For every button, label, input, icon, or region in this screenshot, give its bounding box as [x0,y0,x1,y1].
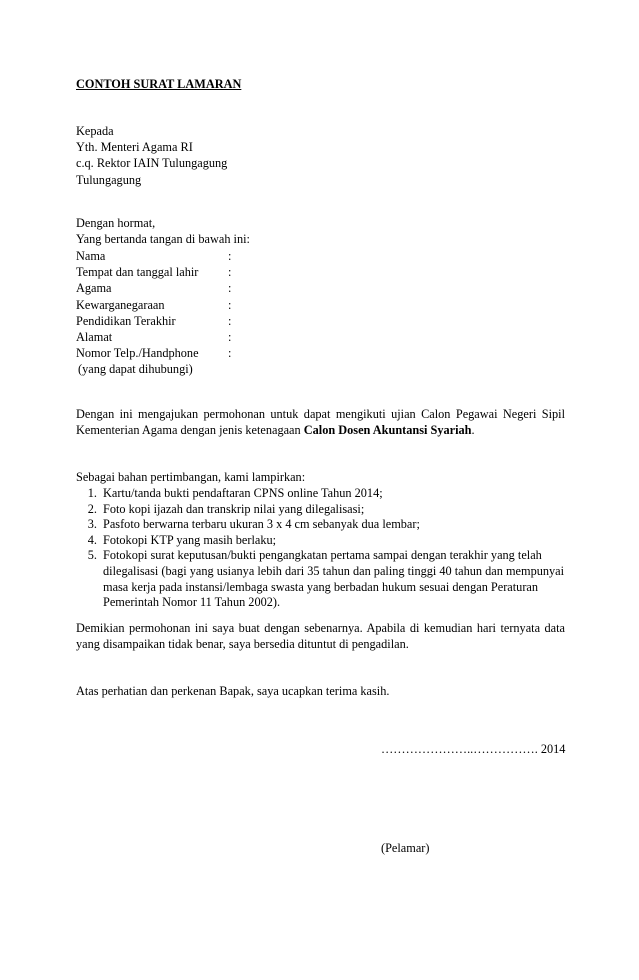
list-item [76,502,565,518]
attachments-list [76,486,565,611]
field-label: Alamat [76,329,113,344]
field-colon: : [228,346,232,361]
list-item [76,548,565,610]
closing-paragraph: Demikian permohonan ini saya buat dengan sebenarnya. Apabila di kemudian hari ternyata data yang disampaikan tidak benar, saya bersedia dituntut di pengadilan. [76,621,565,652]
item-text: Foto kopi ijazah dan transkrip nilai yang dilegalisasi; [103,501,365,516]
field-row [76,297,565,313]
item-text: Pasfoto berwarna terbaru ukuran 3 x 4 cm sebanyak dua lembar; [103,517,420,532]
field-colon: : [228,313,232,328]
item-text: Fotokopi KTP yang masih berlaku; [103,532,277,547]
list-item [76,517,565,533]
item-number: 5. [87,548,97,563]
signer-label: (Pelamar) [381,841,430,855]
recipient-line-2: Yth. Menteri Agama RI [76,140,193,155]
item-text: Kartu/tanda bukti pendaftaran CPNS online Tahun 2014; [103,486,383,500]
field-row [76,280,565,296]
list-item [76,486,565,502]
application-text: Dengan ini mengajukan permohonan untuk dapat mengikuti ujian Calon Pegawai Negeri Sipil Kementerian Agama dengan jenis ketenagaan [76,407,565,438]
item-number: 3. [87,517,97,532]
field-colon: : [228,281,232,296]
item-text: Fotokopi surat keputusan/bukti pengangkatan pertama sampai dengan terakhir yang telah dilegalisasi (bagi yang usianya lebih dari 35 tahun dan paling tinggi 40 tahun dan mempunyai masa kerja pada instansi/lembaga swasta yang berbadan hukum sesuai dengan Peraturan Pemerintah Nomor 11 Tahun 2002). [103,548,565,610]
list-item [76,533,565,549]
field-row [76,345,565,361]
item-number: 1. [87,486,97,500]
salutation: Dengan hormat, [76,216,156,230]
field-row [76,313,565,329]
field-colon: : [228,297,232,312]
field-label: Nomor Telp./Handphone [76,346,199,361]
field-label: Pendidikan Terakhir [76,313,176,328]
field-colon: : [228,265,232,280]
field-colon: : [228,249,232,263]
thanks-line: Atas perhatian dan perkenan Bapak, saya ucapkan terima kasih. [76,684,390,698]
recipient-line-3: c.q. Rektor IAIN Tulungagung [76,156,228,171]
field-label: Nama [76,249,106,263]
field-colon: : [228,329,232,344]
phone-note: (yang dapat dihubungi) [78,362,193,377]
application-paragraph [76,406,565,438]
intro-line: Yang bertanda tangan di bawah ini: [76,232,250,247]
field-row [76,248,565,264]
applicant-fields [76,248,565,378]
letter-title: CONTOH SURAT LAMARAN [76,77,242,91]
recipient-address [76,123,565,188]
greeting [76,215,565,247]
field-label: Agama [76,281,112,296]
position-name: Calon Dosen Akuntansi Syariah [303,423,472,438]
application-end: . [471,423,475,438]
attachments-intro: Sebagai bahan pertimbangan, kami lampirkan: [76,470,306,484]
field-row [76,329,565,345]
recipient-line-4: Tulungagung [76,172,142,187]
item-number: 2. [87,501,97,516]
field-row [76,264,565,280]
recipient-line-1: Kepada [76,124,114,138]
item-number: 4. [87,532,97,547]
field-label: Kewarganegaraan [76,297,165,312]
date-line: …………………..……………. 2014 [381,742,566,756]
field-label: Tempat dan tanggal lahir [76,265,199,280]
